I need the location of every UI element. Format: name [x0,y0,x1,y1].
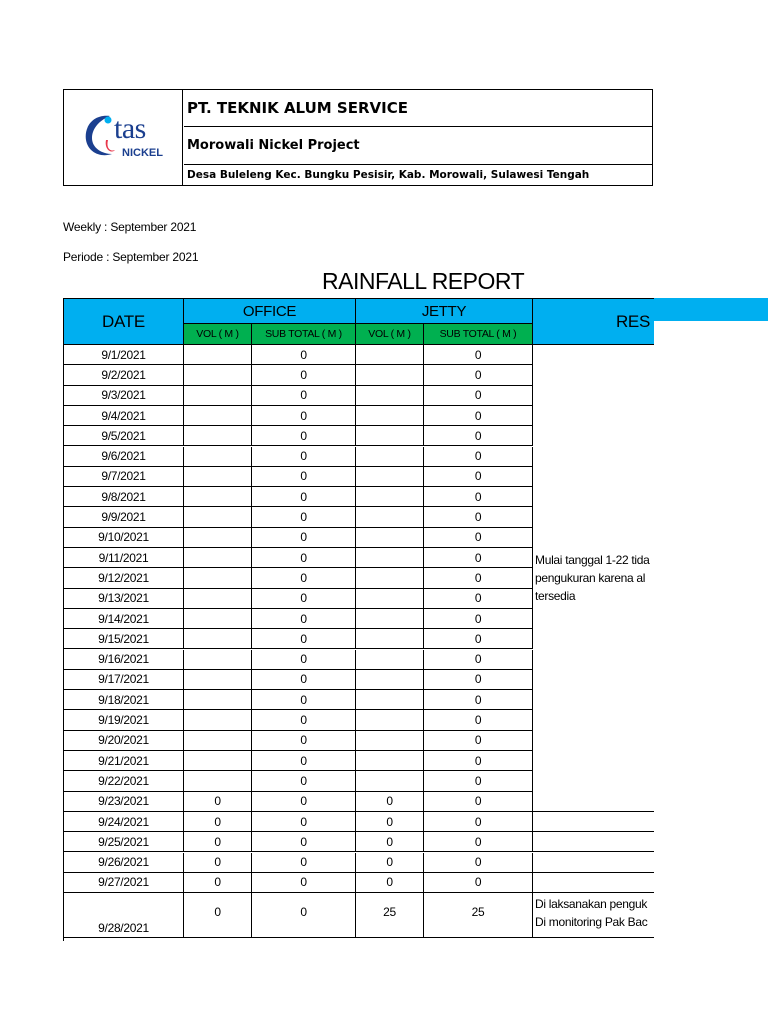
remarks-cell [533,812,654,832]
date-cell: 9/18/2021 [64,690,184,710]
office-subtotal-cell: 0 [252,528,356,548]
office-vol-cell [184,467,252,487]
office-vol-cell [184,670,252,690]
office-subtotal-cell: 0 [252,853,356,873]
jetty-subtotal-cell: 0 [424,670,533,690]
jetty-vol-cell [356,365,424,385]
jetty-subtotal-cell: 0 [424,589,533,609]
office-subtotal-cell: 0 [252,345,356,365]
jetty-vol-cell: 0 [356,792,424,812]
remarks-cell: Mulai tanggal 1-22 tida pengukuran karena al tersedia [533,345,654,812]
date-cell: 9/13/2021 [64,589,184,609]
jetty-vol-cell [356,589,424,609]
office-vol-cell [184,589,252,609]
office-subtotal-cell: 0 [252,650,356,670]
office-subtotal-cell: 0 [252,792,356,812]
date-cell: 9/26/2021 [64,853,184,873]
logo-swoosh-icon [82,110,116,160]
office-vol-cell [184,710,252,730]
company-logo [64,90,183,185]
jetty-subtotal-cell: 0 [424,609,533,629]
jetty-subtotal-cell: 0 [424,447,533,467]
date-cell: 9/22/2021 [64,771,184,791]
office-vol-cell [184,365,252,385]
date-cell: 9/7/2021 [64,467,184,487]
jetty-vol-cell: 0 [356,873,424,893]
office-subtotal-cell: 0 [252,751,356,771]
date-cell: 9/5/2021 [64,426,184,446]
office-subtotal-cell: 0 [252,731,356,751]
date-cell: 9/2/2021 [64,365,184,385]
jetty-subtotal-cell: 0 [424,690,533,710]
date-cell: 9/3/2021 [64,386,184,406]
jetty-vol-cell [356,710,424,730]
office-vol-cell [184,650,252,670]
date-cell: 9/6/2021 [64,447,184,467]
periode-label: Periode : September 2021 [63,250,199,264]
office-vol-cell: 0 [184,873,252,893]
office-subtotal-cell: 0 [252,812,356,832]
office-subtotal-cell: 0 [252,365,356,385]
office-subtotal-cell: 0 [252,832,356,852]
office-vol-header: VOL ( M ) [184,324,252,345]
date-cell: 9/23/2021 [64,792,184,812]
remarks-cell [533,873,654,893]
office-vol-cell [184,528,252,548]
date-cell: 9/19/2021 [64,710,184,730]
office-vol-cell: 0 [184,853,252,873]
jetty-subtotal-cell: 0 [424,832,533,852]
jetty-vol-cell [356,548,424,568]
weekly-label: Weekly : September 2021 [63,220,197,234]
office-subtotal-cell: 0 [252,893,356,938]
jetty-vol-cell [356,731,424,751]
office-vol-cell [184,548,252,568]
remarks-cell: Di laksanakan penguk Di monitoring Pak Bac [533,893,654,938]
office-vol-cell [184,771,252,791]
office-vol-cell [184,406,252,426]
jetty-subtotal-cell: 0 [424,507,533,527]
date-cell: 9/21/2021 [64,751,184,771]
office-subtotal-cell: 0 [252,609,356,629]
office-subtotal-cell: 0 [252,386,356,406]
office-vol-cell [184,568,252,588]
date-cell: 9/14/2021 [64,609,184,629]
date-cell: 9/8/2021 [64,487,184,507]
jetty-vol-cell [356,609,424,629]
jetty-vol-cell [356,447,424,467]
jetty-vol-cell [356,751,424,771]
jetty-vol-cell [356,528,424,548]
jetty-subtotal-cell: 0 [424,568,533,588]
jetty-vol-cell [356,345,424,365]
office-subtotal-cell: 0 [252,467,356,487]
date-column-header: DATE [64,299,184,345]
office-subtotal-cell: 0 [252,589,356,609]
jetty-vol-cell: 0 [356,832,424,852]
jetty-subtotal-cell: 0 [424,548,533,568]
office-subtotal-cell: 0 [252,568,356,588]
date-cell: 9/28/2021 [64,893,184,938]
date-cell: 9/9/2021 [64,507,184,527]
office-vol-cell: 0 [184,792,252,812]
rainfall-table [63,298,654,941]
office-vol-cell [184,345,252,365]
report-title: RAINFALL REPORT [322,268,525,294]
jetty-subtotal-header: SUB TOTAL ( M ) [424,324,533,345]
jetty-column-header: JETTY [356,299,533,324]
date-cell: 9/1/2021 [64,345,184,365]
jetty-vol-cell [356,629,424,649]
jetty-subtotal-cell: 0 [424,650,533,670]
jetty-subtotal-cell: 0 [424,487,533,507]
office-subtotal-cell: 0 [252,629,356,649]
date-cell: 9/15/2021 [64,629,184,649]
jetty-vol-cell [356,487,424,507]
office-vol-cell [184,609,252,629]
date-cell: 9/11/2021 [64,548,184,568]
date-cell: 9/24/2021 [64,812,184,832]
jetty-subtotal-cell: 0 [424,345,533,365]
date-cell: 9/12/2021 [64,568,184,588]
jetty-subtotal-cell: 0 [424,467,533,487]
office-vol-cell [184,507,252,527]
remarks-cell [533,832,654,852]
date-cell: 9/27/2021 [64,873,184,893]
jetty-subtotal-cell: 0 [424,731,533,751]
date-cell: 9/4/2021 [64,406,184,426]
jetty-subtotal-cell: 0 [424,873,533,893]
office-subtotal-cell: 0 [252,426,356,446]
date-cell: 9/10/2021 [64,528,184,548]
date-cell: 9/17/2021 [64,670,184,690]
jetty-vol-cell: 0 [356,812,424,832]
office-subtotal-cell: 0 [252,447,356,467]
date-cell: 9/20/2021 [64,731,184,751]
office-subtotal-cell: 0 [252,670,356,690]
report-header [63,89,653,186]
jetty-vol-cell [356,650,424,670]
logo-text-tas: tas [114,112,146,145]
jetty-subtotal-cell: 0 [424,426,533,446]
jetty-vol-cell [356,386,424,406]
jetty-subtotal-cell: 0 [424,812,533,832]
office-subtotal-header: SUB TOTAL ( M ) [252,324,356,345]
office-vol-cell [184,487,252,507]
jetty-subtotal-cell: 0 [424,528,533,548]
office-vol-cell [184,629,252,649]
jetty-vol-cell [356,426,424,446]
jetty-vol-cell: 0 [356,853,424,873]
jetty-vol-cell [356,771,424,791]
office-vol-cell [184,386,252,406]
header-overflow-bar [653,298,768,321]
remarks-cell [533,853,654,873]
office-column-header: OFFICE [184,299,356,324]
company-address: Desa Buleleng Kec. Bungku Pesisir, Kab. Morowali, Sulawesi Tengah [187,169,590,181]
jetty-vol-header: VOL ( M ) [356,324,424,345]
company-name: PT. TEKNIK ALUM SERVICE [184,90,653,127]
jetty-subtotal-cell: 0 [424,629,533,649]
office-subtotal-cell: 0 [252,771,356,791]
office-vol-cell [184,690,252,710]
office-subtotal-cell: 0 [252,507,356,527]
jetty-subtotal-cell: 0 [424,365,533,385]
office-vol-cell [184,751,252,771]
jetty-subtotal-cell: 0 [424,771,533,791]
jetty-subtotal-cell: 0 [424,386,533,406]
office-subtotal-cell: 0 [252,873,356,893]
office-vol-cell [184,447,252,467]
date-cell: 9/25/2021 [64,832,184,852]
date-cell: 9/16/2021 [64,650,184,670]
project-name: Morowali Nickel Project [184,127,653,165]
jetty-subtotal-cell: 0 [424,406,533,426]
jetty-vol-cell [356,568,424,588]
office-vol-cell: 0 [184,832,252,852]
jetty-subtotal-cell: 25 [424,893,533,938]
office-vol-cell [184,731,252,751]
jetty-subtotal-cell: 0 [424,710,533,730]
remarks-column-header: RES [533,299,654,345]
office-vol-cell [184,426,252,446]
office-subtotal-cell: 0 [252,710,356,730]
jetty-vol-cell [356,670,424,690]
office-subtotal-cell: 0 [252,690,356,710]
jetty-vol-cell [356,406,424,426]
jetty-vol-cell [356,507,424,527]
office-vol-cell: 0 [184,893,252,938]
office-subtotal-cell: 0 [252,406,356,426]
jetty-vol-cell: 25 [356,893,424,938]
office-vol-cell: 0 [184,812,252,832]
jetty-vol-cell [356,690,424,710]
jetty-subtotal-cell: 0 [424,853,533,873]
office-subtotal-cell: 0 [252,548,356,568]
jetty-vol-cell [356,467,424,487]
jetty-subtotal-cell: 0 [424,751,533,771]
logo-text-nickel: NICKEL [122,147,163,159]
office-subtotal-cell: 0 [252,487,356,507]
jetty-subtotal-cell: 0 [424,792,533,812]
